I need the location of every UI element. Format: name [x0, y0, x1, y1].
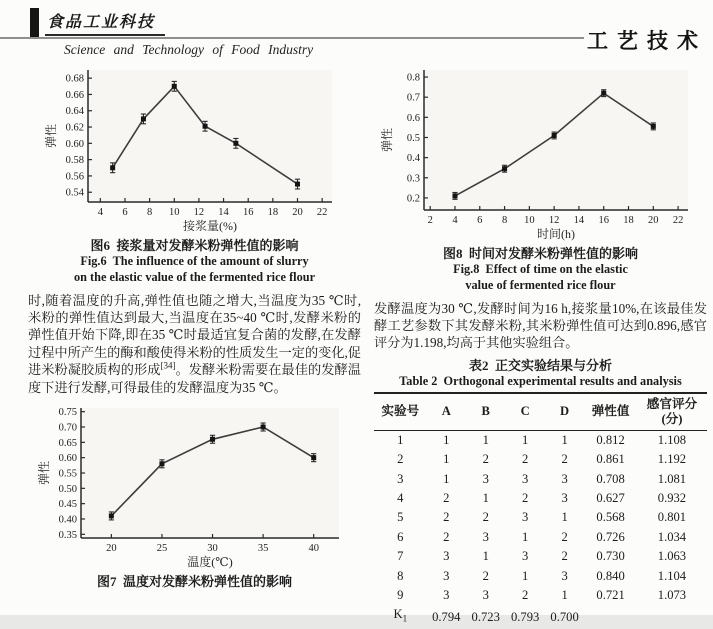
table2-title-en: Table 2 Orthogonal experimental results and analysis	[399, 373, 682, 388]
table-cell: 2	[561, 529, 568, 544]
svg-text:0.35: 0.35	[58, 529, 77, 541]
table-row	[374, 528, 707, 547]
right-column	[374, 62, 707, 629]
table-row	[374, 547, 707, 566]
table-cell: 3	[561, 471, 568, 486]
table-cell: 1	[397, 432, 404, 447]
right-paragraph: 发酵温度为30 ℃,发酵时间为16 h,接浆量10%,在该最佳发酵工艺参数下其发酵米粉,其米粉弹性值可达到0.896,感官评分为1.198,均高于其他实验组合。	[374, 300, 707, 351]
page-header	[0, 0, 713, 60]
svg-text:0.64: 0.64	[65, 106, 84, 118]
fig7-caption-cn: 图7 温度对发酵米粉弹性值的影响	[96, 574, 292, 590]
left-paragraph	[28, 292, 361, 396]
table-cell: 2	[443, 529, 450, 544]
header-rule	[0, 37, 584, 39]
table-cell: 0.627	[596, 491, 625, 506]
table-row	[374, 605, 707, 629]
svg-text:温度(℃): 温度(℃)	[186, 555, 233, 570]
table-cell: 0.726	[596, 529, 625, 544]
table-cell: 1	[443, 452, 450, 467]
svg-text:6: 6	[476, 215, 482, 226]
table-cell: 0.730	[596, 549, 625, 564]
table-cell: 0.840	[596, 568, 625, 583]
svg-text:4: 4	[451, 215, 458, 226]
logo-bar-decoration	[30, 8, 39, 39]
table-header-row	[374, 393, 707, 431]
table-row	[374, 567, 707, 586]
table-cell: $K_1$	[393, 607, 408, 624]
fig8-chart	[380, 62, 702, 242]
table-cell: 5	[397, 510, 404, 525]
svg-text:0.75: 0.75	[58, 407, 77, 419]
table-cell: 2	[561, 549, 568, 564]
table-cell: 3	[522, 471, 529, 486]
svg-text:20: 20	[105, 543, 117, 555]
left-column	[28, 62, 361, 629]
svg-text:0.54: 0.54	[65, 187, 84, 199]
svg-text:0.2: 0.2	[406, 193, 420, 205]
fig6-caption-en-line1: Fig.6 The influence of the amount of slurry	[80, 254, 309, 268]
table-row	[374, 430, 707, 450]
table-cell: 6	[397, 529, 404, 544]
table-cell: 1	[522, 568, 529, 583]
table-row	[374, 586, 707, 605]
left-paragraph-text: 时,随着温度的升高,弹性值也随之增大,当温度为35 ℃时,米粉的弹性值达到最大,当温度在35~40 ℃时,发酵米粉的弹性值开始下降,即在35 ℃时最适宜复合菌的发酵,在发酵过程中所产生的酶和酸使得米粉的性质发生一定的变化,促进米粉凝胶质构的形成	[28, 292, 361, 378]
svg-text:35: 35	[257, 543, 268, 555]
svg-text:0.56: 0.56	[65, 171, 84, 183]
svg-text:0.8: 0.8	[406, 72, 420, 84]
table-cell: 1	[443, 432, 450, 447]
table-cell: 1.104	[657, 568, 687, 583]
table-column-header: C	[505, 393, 544, 431]
svg-text:0.40: 0.40	[58, 514, 77, 526]
orthogonal-results-table	[374, 392, 707, 629]
svg-text:16: 16	[597, 215, 609, 226]
fig7-chart	[37, 400, 353, 570]
svg-text:弹性: 弹性	[36, 461, 51, 486]
table-cell: 1.034	[657, 529, 687, 544]
svg-text:30: 30	[206, 543, 218, 555]
svg-text:20: 20	[291, 207, 303, 218]
table-column-header: 弹性值	[584, 393, 637, 431]
table-cell: 2	[443, 510, 450, 525]
table-cell: 7	[397, 549, 404, 564]
left-paragraph-text-cont: 。发酵米粉需要在最佳的发酵温度下进行发酵,可得最佳的发酵温度为35 ℃。	[28, 362, 361, 395]
table-cell: 0.568	[596, 510, 625, 525]
table-row	[374, 470, 707, 489]
table-column-header: 感官评分 (分)	[637, 393, 707, 431]
svg-text:2: 2	[427, 215, 433, 226]
table-cell: 3	[522, 510, 529, 525]
citation-superscript: [34]	[160, 360, 176, 371]
svg-text:12: 12	[193, 207, 204, 218]
table-column-header: B	[466, 393, 505, 431]
table-cell: 2	[522, 452, 529, 467]
table-cell: 0.812	[596, 432, 625, 447]
svg-text:12: 12	[548, 215, 559, 226]
table-cell: 3	[397, 471, 404, 486]
table-cell: 3	[522, 549, 529, 564]
table-cell: 2	[482, 452, 489, 467]
svg-text:0.60: 0.60	[65, 138, 84, 150]
svg-text:0.55: 0.55	[58, 468, 77, 480]
table2-title-cn: 表2 正交实验结果与分析	[468, 357, 612, 373]
table-cell: 8	[397, 568, 404, 583]
table-cell: 3	[561, 491, 568, 506]
fig6-caption-en-line2: on the elastic value of the fermented rice flour	[73, 269, 316, 284]
table-cell: 2	[522, 491, 529, 506]
fig6-chart	[44, 62, 346, 234]
table-cell: 2	[482, 568, 489, 583]
table-cell: 3	[482, 529, 489, 544]
svg-text:弹性: 弹性	[43, 123, 58, 149]
table-cell: 0.793	[510, 609, 540, 624]
journal-logo-cn: 食品工业科技	[45, 9, 165, 36]
svg-text:8: 8	[501, 215, 507, 226]
table-cell: 3	[443, 588, 450, 603]
table-cell: 2	[522, 588, 529, 603]
svg-text:0.62: 0.62	[65, 122, 84, 134]
svg-text:0.70: 0.70	[58, 422, 77, 434]
table-cell: 2	[561, 452, 568, 467]
svg-text:0.60: 0.60	[58, 453, 77, 465]
table-cell: 0.700	[550, 609, 579, 624]
table-cell: 3	[482, 588, 489, 603]
table-cell: 4	[397, 491, 404, 506]
table-cell: 1.081	[657, 471, 687, 486]
svg-text:18: 18	[267, 207, 278, 218]
table-column-header: 实验号	[374, 393, 427, 431]
table-cell: 0.861	[596, 452, 625, 467]
table-cell: 9	[397, 588, 404, 603]
table-cell: 3	[443, 568, 450, 583]
svg-text:18: 18	[622, 215, 634, 226]
table-row	[374, 489, 707, 508]
svg-text:0.4: 0.4	[406, 153, 420, 165]
svg-text:0.66: 0.66	[65, 89, 84, 101]
table-cell: 3	[561, 568, 568, 583]
svg-text:时间(h): 时间(h)	[536, 227, 575, 241]
svg-text:20: 20	[647, 215, 659, 226]
table-cell: 0.801	[657, 510, 687, 525]
svg-text:40: 40	[307, 543, 319, 555]
svg-text:6: 6	[121, 207, 128, 218]
table-cell: 2	[443, 491, 450, 506]
table-cell: 1	[522, 432, 529, 447]
table-cell: 0.721	[596, 588, 625, 603]
svg-text:0.6: 0.6	[406, 112, 420, 124]
table-cell: 1	[522, 529, 529, 544]
fig8-caption-cn: 图8 时间对发酵米粉弹性值的影响	[442, 246, 638, 261]
table-cell: 1	[482, 549, 489, 564]
svg-text:4: 4	[97, 207, 103, 218]
svg-text:0.65: 0.65	[58, 437, 77, 449]
svg-text:25: 25	[156, 543, 167, 555]
svg-text:8: 8	[146, 207, 152, 218]
fig6-caption-cn: 图6 接浆量对发酵米粉弹性值的影响	[90, 238, 299, 253]
table-column-header: A	[427, 393, 466, 431]
svg-text:16: 16	[242, 207, 253, 218]
svg-text:14: 14	[217, 207, 229, 218]
svg-text:14: 14	[573, 215, 584, 226]
table-cell: 1	[482, 491, 489, 506]
svg-text:0.45: 0.45	[58, 499, 77, 511]
table-cell: 1	[561, 432, 568, 447]
two-column-layout	[0, 60, 713, 629]
table-cell: 1	[443, 471, 450, 486]
svg-text:0.7: 0.7	[406, 92, 420, 104]
table-cell	[637, 605, 707, 629]
svg-text:10: 10	[168, 207, 180, 218]
fig8-caption-en-line2: value of fermented rice flour	[465, 277, 616, 292]
table-row	[374, 508, 707, 527]
svg-text:接浆量(%): 接浆量(%)	[182, 219, 237, 233]
svg-text:22: 22	[672, 215, 683, 226]
table-column-header: D	[545, 393, 584, 431]
table-cell: 3	[482, 471, 489, 486]
svg-text:10: 10	[523, 215, 535, 226]
svg-text:0.58: 0.58	[65, 155, 84, 167]
table-cell: 3	[443, 549, 450, 564]
table-cell: 0.708	[596, 471, 625, 486]
table-cell: 1.063	[657, 549, 687, 564]
table-cell: 2	[482, 510, 489, 525]
svg-text:0.3: 0.3	[406, 173, 420, 185]
svg-text:0.50: 0.50	[58, 483, 77, 495]
table-cell: 1.073	[657, 588, 687, 603]
svg-text:0.68: 0.68	[65, 73, 84, 85]
fig8-caption-en-line1: Fig.8 Effect of time on the elastic	[453, 262, 628, 276]
svg-text:22: 22	[316, 207, 327, 218]
section-title: 工艺技术	[587, 30, 707, 53]
table-cell: 1.108	[657, 432, 687, 447]
table-cell: 0.932	[657, 491, 687, 506]
table-cell: 0.723	[471, 609, 500, 624]
table-cell: 1	[561, 588, 568, 603]
svg-text:0.5: 0.5	[406, 132, 420, 144]
table-cell	[584, 605, 637, 629]
journal-name-en: Science and Technology of Food Industry	[64, 42, 314, 57]
table-body	[374, 430, 707, 629]
table-cell: 2	[397, 452, 404, 467]
svg-text:弹性: 弹性	[379, 127, 394, 153]
table-row	[374, 450, 707, 469]
table-cell: 0.794	[432, 609, 461, 624]
table-cell: 1	[561, 510, 568, 525]
table-cell: 1	[482, 432, 489, 447]
table-cell: 1.192	[657, 452, 687, 467]
